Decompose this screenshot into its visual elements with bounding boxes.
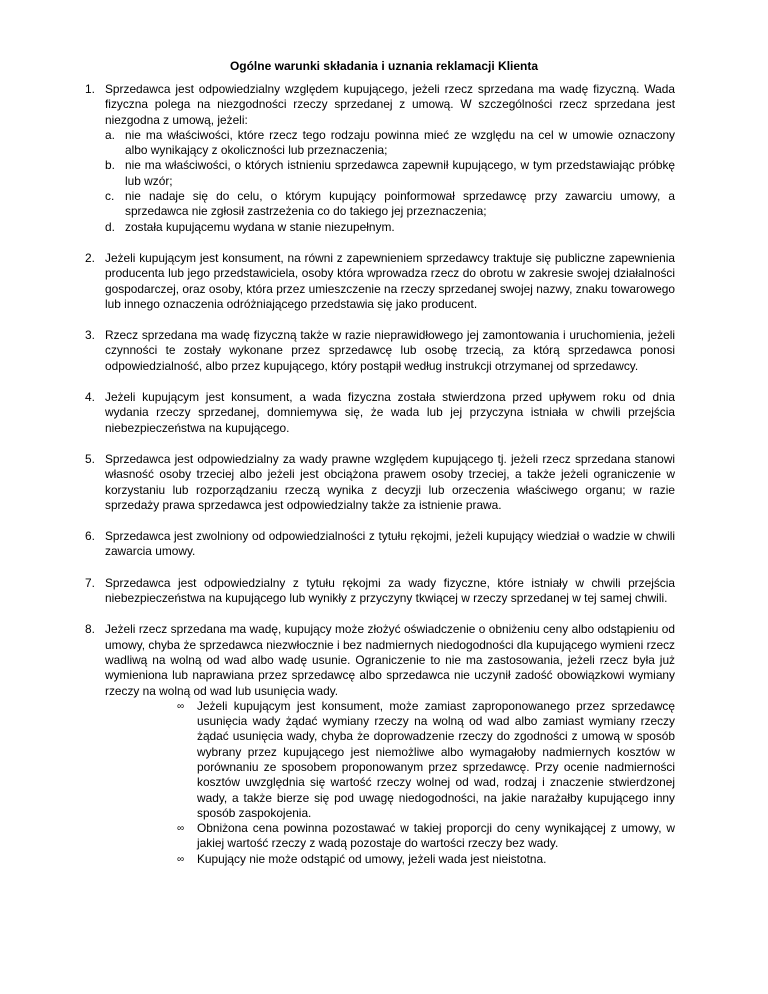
- item-number: 3.: [85, 328, 95, 343]
- sub-item-text: została kupującemu wydana w stanie niezupełnym.: [125, 219, 395, 234]
- bullet-item: [177, 699, 675, 821]
- bullet-item: [177, 852, 675, 867]
- item-number: 2.: [85, 250, 95, 265]
- sub-item-d: [105, 220, 675, 235]
- list-item-5: [85, 452, 675, 513]
- document-title: Ogólne warunki składania i uznania reklamacji Klienta: [229, 59, 539, 73]
- list-item-4: [85, 390, 675, 436]
- sub-item-c: [105, 189, 675, 220]
- item-number: 5.: [85, 451, 95, 466]
- bullet-icon: ∞: [177, 700, 185, 712]
- sub-item-text: nie ma właściwości, o których istnieniu sprzedawca zapewnił kupującego, w tym przedstawiając próbkę lub wzór;: [125, 158, 675, 188]
- list-item-2: [85, 251, 675, 312]
- sub-item-b: [105, 158, 675, 189]
- item-text: Sprzedawca jest odpowiedzialny z tytułu rękojmi za wady fizyczne, które istniały w chwili przejścia niebezpieczeństwa na kupującego lub wynikły z przyczyny tkwiącej w rzeczy sprzedanej w tej samej chwili.: [105, 575, 675, 606]
- bullet-text: Obniżona cena powinna pozostawać w takiej proporcji do ceny wynikającej z umowy, w jakiej wartość rzeczy z wadą pozostaje do wartości rzeczy bez wady.: [197, 821, 675, 851]
- item-number: 8.: [85, 622, 95, 637]
- sub-item-letter: b.: [105, 158, 115, 173]
- bullet-text: Kupujący nie może odstąpić od umowy, jeżeli wada jest nieistotna.: [197, 851, 547, 866]
- item-text: Sprzedawca jest zwolniony od odpowiedzialności z tytułu rękojmi, jeżeli kupujący wiedział o wadzie w chwili zawarcia umowy.: [105, 529, 675, 559]
- item-text: Sprzedawca jest odpowiedzialny za wady prawne względem kupującego tj. jeżeli rzecz sprzedana stanowi własność osoby trzeciej albo jeżeli jest obciążona prawem osoby trzeciej, a także jeżeli ograniczenie w korzystaniu lub rozporządzaniu rzeczą wynika z decyzji lub orzeczenia właściwego organu; w razie sprzedaży prawa sprzedawca jest odpowiedzialny także za istnienie prawa.: [105, 451, 675, 512]
- item-text: Jeżeli kupującym jest konsument, na równi z zapewnieniem sprzedawcy traktuje się publiczne zapewnienia producenta lub jego przedstawiciela, osoby która wprowadza rzecz do obrotu w zakresie swojej działalności gospodarczej, oraz osoby, która przez umieszczenie na rzeczy sprzedanej swojej nazwy, znaku towarowego lub innego oznaczenia odróżniającego przedstawia się jako producent.: [105, 250, 675, 311]
- bullet-text: Jeżeli kupującym jest konsument, może zamiast zaproponowanego przez sprzedawcę usunięcia wady żądać wymiany rzeczy na wolną od wad albo zamiast wymiany rzeczy żądać usunięcia wady, chyba że doprowadzenie rzeczy do zgodności z umową w sposób wybrany przez kupującego jest niemożliwe albo wymagałoby nadmiernych kosztów w porównaniu ze sposobem proponowanym przez sprzedawcę. Przy ocenie nadmierności kosztów uwzględnia się wartość rzeczy wolnej od wad, rodzaj i znaczenie stwierdzonej wady, a także bierze się pod uwagę niedogodności, na jakie narażałby kupującego inny sposób zaspokojenia.: [197, 698, 675, 820]
- item-number: 6.: [85, 529, 95, 544]
- sub-item-letter: c.: [105, 189, 115, 204]
- list-item-7: [85, 576, 675, 607]
- bullet-icon: ∞: [177, 853, 185, 865]
- item-text: Jeżeli rzecz sprzedana ma wadę, kupujący może złożyć oświadczenie o obniżeniu ceny albo odstąpieniu od umowy, chyba że sprzedawca niezwłocznie i bez nadmiernych niedogodności dla kupującego wymieni rzecz wadliwą na wolną od wad albo wadę usunie. Ograniczenie to nie ma zastosowania, jeżeli rzecz była już wymieniona lub naprawiana przez sprzedawcę albo sprzedawca nie uczynił zadość obowiązkowi wymiany rzeczy na wolną od wad lub usunięcia wady.: [105, 622, 675, 698]
- item-text: Sprzedawca jest odpowiedzialny względem kupującego, jeżeli rzecz sprzedana ma wadę fizyczną. Wada fizyczna polega na niezgodności rzeczy sprzedanej z umową. W szczególności rzecz sprzedana jest niezgodna z umową, jeżeli:: [105, 82, 675, 127]
- item-number: 7.: [85, 575, 95, 590]
- sub-item-text: nie ma właściwości, które rzecz tego rodzaju powinna mieć ze względu na cel w umowie oznaczony albo wynikający z okoliczności lub przeznaczenia;: [125, 127, 675, 158]
- list-item-1: [85, 82, 675, 235]
- sub-item-letter: d.: [105, 219, 115, 234]
- terms-list: [85, 82, 675, 883]
- sub-item-a: [105, 128, 675, 159]
- item-number: 1.: [85, 82, 95, 96]
- item-text: Jeżeli kupującym jest konsument, a wada fizyczna została stwierdzona przed upływem roku od dnia wydania rzeczy sprzedanej, domniemywa się, że wada lub jej przyczyna istniała w chwili przejścia niebezpieczeństwa na kupującego.: [105, 390, 675, 435]
- list-item-6: [85, 529, 675, 560]
- item-number: 4.: [85, 390, 95, 405]
- sub-item-letter: a.: [105, 127, 115, 142]
- list-item-8: [85, 622, 675, 867]
- bullet-icon: ∞: [177, 823, 185, 835]
- item-text: Rzecz sprzedana ma wadę fizyczną także w razie nieprawidłowego jej zamontowania i uruchomienia, jeżeli czynności te zostały wykonane przez sprzedawcę lub osobę trzecią, za którą sprzedawca ponosi odpowiedzialność, albo przez kupującego, który postąpił według instrukcji otrzymanej od sprzedawcy.: [105, 328, 675, 373]
- sub-item-text: nie nadaje się do celu, o którym kupujący poinformował sprzedawcę przy zawarciu umowy, a sprzedawca nie zgłosił zastrzeżenia co do takiego jej przeznaczenia;: [125, 189, 675, 219]
- list-item-3: [85, 328, 675, 374]
- bullet-item: [177, 821, 675, 852]
- bullet-list: [105, 699, 675, 867]
